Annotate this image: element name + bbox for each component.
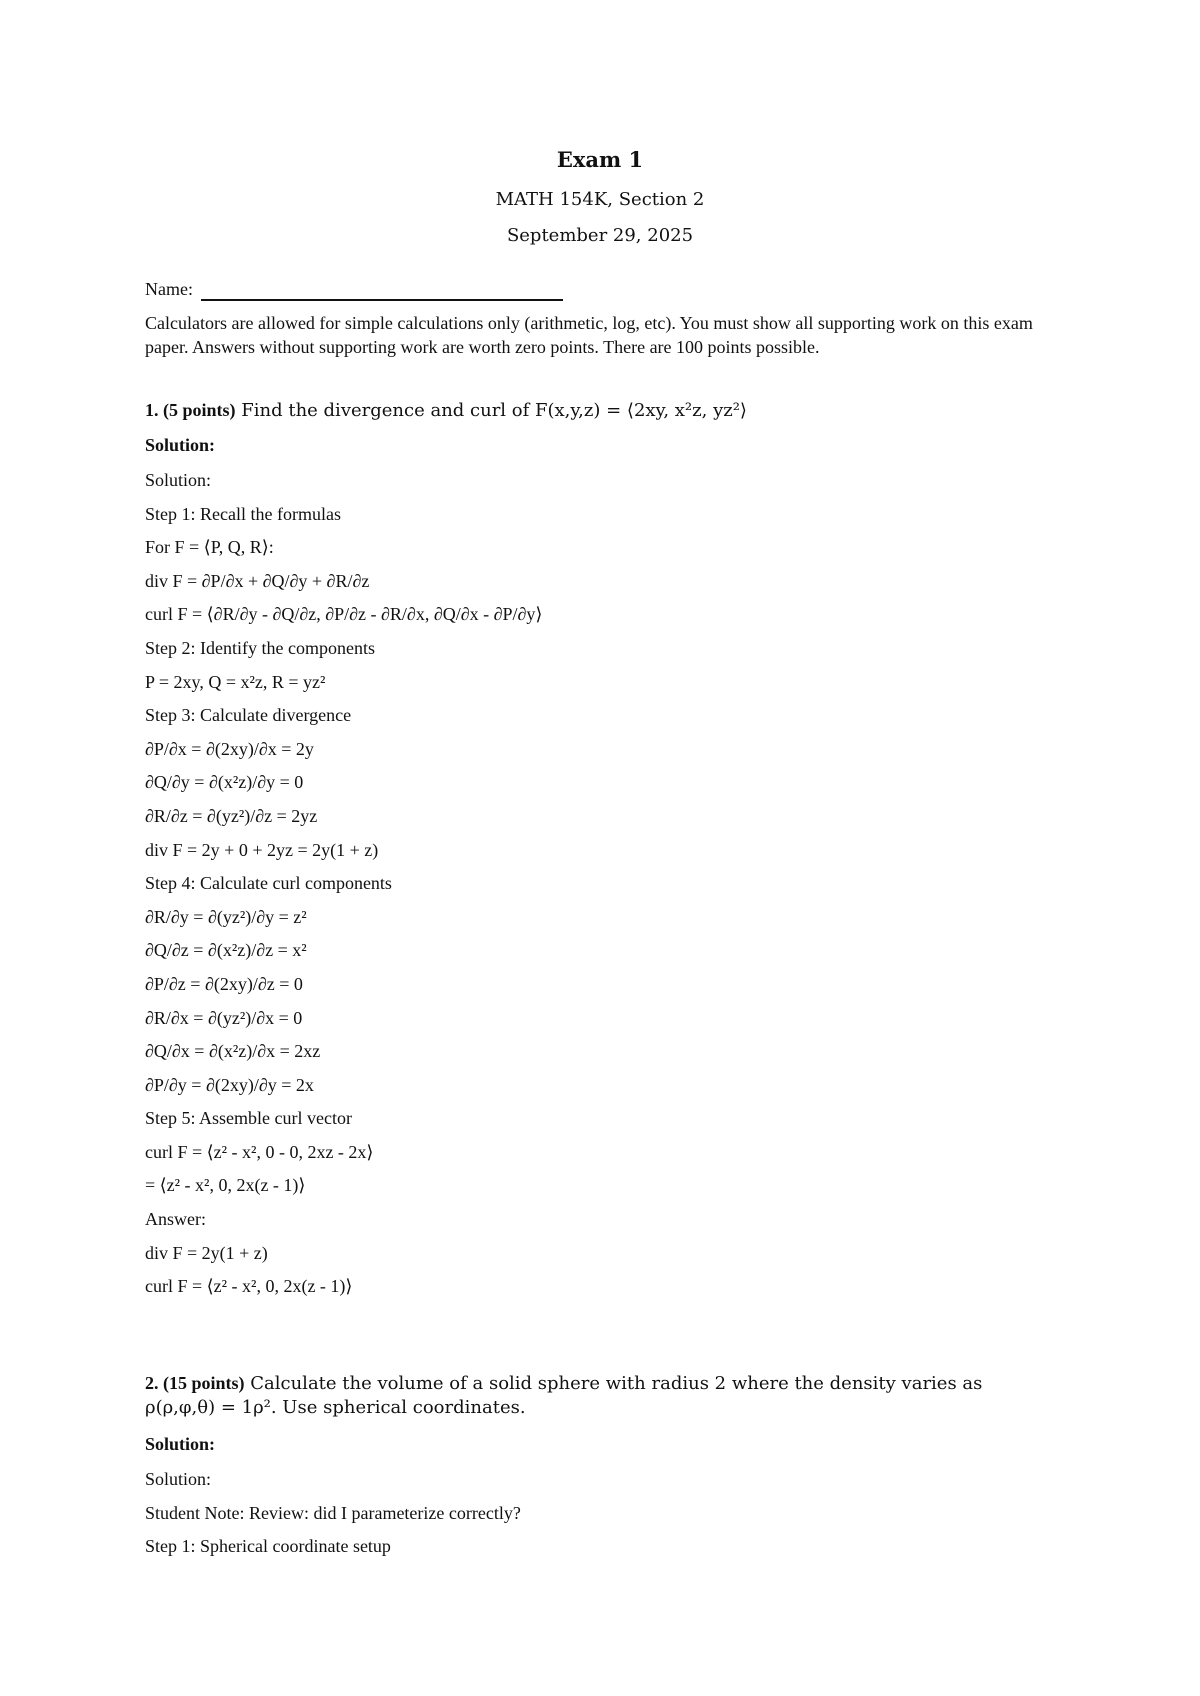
exam-instructions: Calculators are allowed for simple calculations only (arithmetic, log, etc). You must show all supporting work on this exam paper. Answers without supporting work are worth zero points. There are 100 points possible. [145,313,1033,357]
solution-line: ∂P/∂x = ∂(2xy)/∂x = 2y [145,738,314,759]
solution-line: ∂R/∂z = ∂(yz²)/∂z = 2yz [145,805,318,826]
question-1-number: 1. (5 points) [145,400,236,420]
question-2-prompt: Calculate the volume of a solid sphere with radius 2 where the density varies as ρ(ρ,φ,θ) = 1ρ². Use spherical coordinates. [145,1373,983,1418]
solution-line: Step 3: Calculate divergence [145,705,352,726]
course-name: MATH 154K, Section 2 [495,189,705,210]
solution-line: = ⟨z² - x², 0, 2x(z - 1)⟩ [145,1175,306,1196]
solution-line: curl F = ⟨∂R/∂y - ∂Q/∂z, ∂P/∂z - ∂R/∂x, ∂Q/∂x - ∂P/∂y⟩ [145,604,543,625]
exam-date: September 29, 2025 [506,225,694,246]
solution-line: ∂P/∂y = ∂(2xy)/∂y = 2x [145,1074,314,1095]
solution-line: curl F = ⟨z² - x², 0, 2x(z - 1)⟩ [145,1276,353,1297]
question-2-heading [145,1371,1045,1420]
question-2-solution-lines [145,1467,521,1568]
question-1-heading [145,398,1045,423]
solution-line: For F = ⟨P, Q, R⟩: [145,537,274,558]
solution-line: Step 4: Calculate curl components [145,873,392,894]
solution-line: Solution: [145,1469,212,1489]
solution-line: div F = 2y(1 + z) [145,1242,268,1263]
solution-line: Step 5: Assemble curl vector [145,1108,352,1129]
solution-line: P = 2xy, Q = x²z, R = yz² [145,671,326,692]
solution-line: Step 1: Recall the formulas [145,503,341,524]
name-blank-line[interactable] [201,281,563,301]
solution-line: curl F = ⟨z² - x², 0 - 0, 2xz - 2x⟩ [145,1141,374,1162]
question-2-number: 2. (15 points) [145,1373,245,1393]
solution-line: ∂P/∂z = ∂(2xy)/∂z = 0 [145,973,303,994]
solution-line: Step 2: Identify the components [145,637,375,658]
solution-line: ∂R/∂x = ∂(yz²)/∂x = 0 [145,1007,303,1028]
solution-line: ∂Q/∂z = ∂(x²z)/∂z = x² [145,940,307,961]
solution-line: Step 1: Spherical coordinate setup [145,1536,391,1556]
solution-line: div F = ∂P/∂x + ∂Q/∂y + ∂R/∂z [145,570,370,591]
name-field-row [145,277,563,301]
exam-title: Exam 1 [556,147,644,172]
solution-line: ∂Q/∂x = ∂(x²z)/∂x = 2xz [145,1041,321,1062]
solution-line: div F = 2y + 0 + 2yz = 2y(1 + z) [145,839,379,860]
solution-line: Answer: [145,1209,206,1230]
name-label: Name: [145,279,193,299]
question-1-solution-label: Solution: [145,435,216,455]
question-2-solution-label: Solution: [145,1434,216,1454]
solution-line: ∂Q/∂y = ∂(x²z)/∂y = 0 [145,772,304,793]
solution-line: Student Note: Review: did I parameterize correctly? [145,1502,521,1523]
solution-line: Solution: [145,470,212,490]
question-1-solution-lines [145,468,542,1308]
question-1-prompt: Find the divergence and curl of F(x,y,z) = ⟨2xy, x²z, yz²⟩ [241,400,747,421]
solution-line: ∂R/∂y = ∂(yz²)/∂y = z² [145,906,307,927]
